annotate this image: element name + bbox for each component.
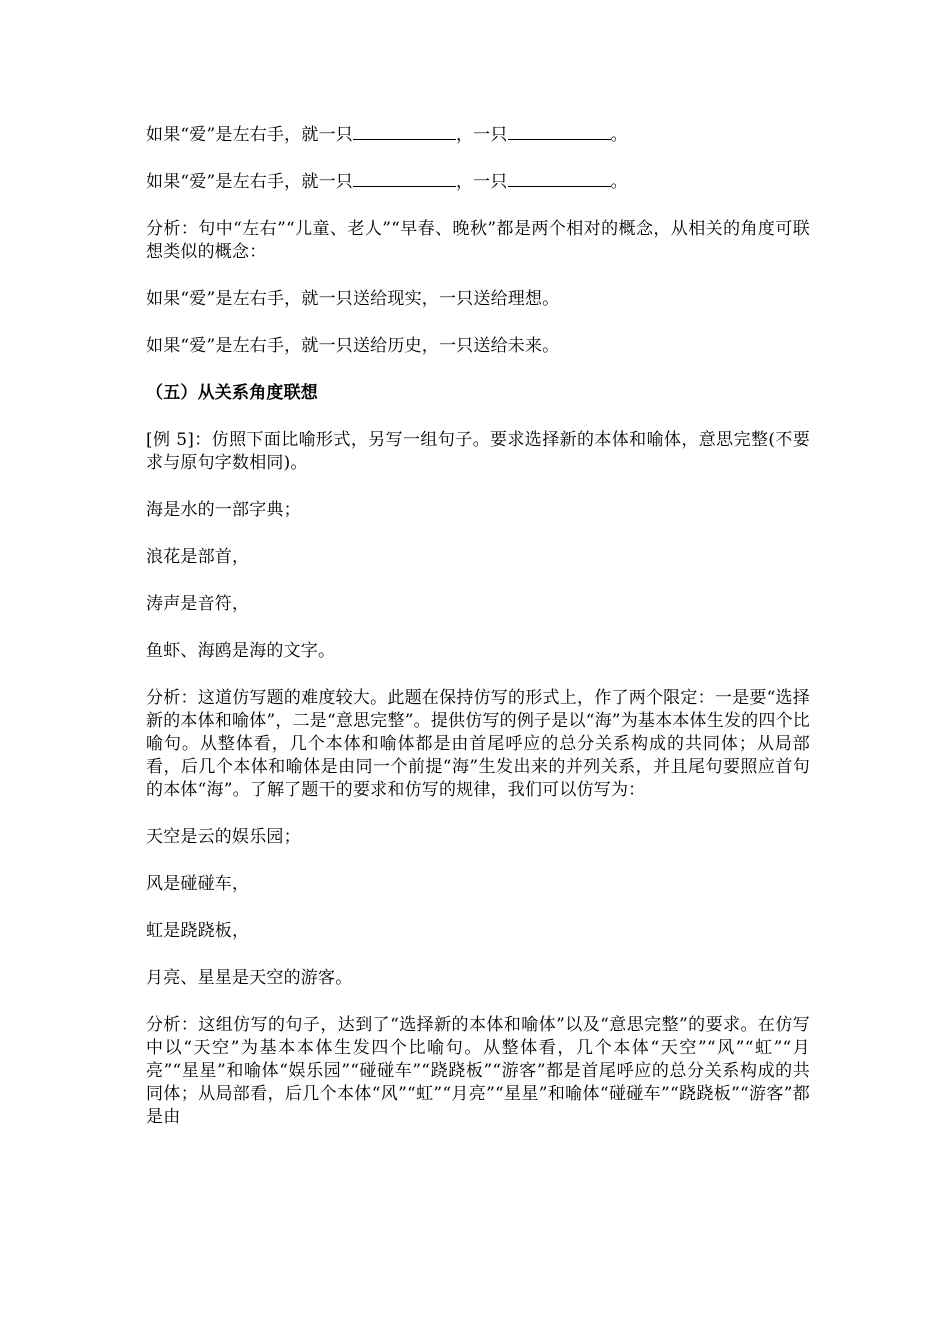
analysis-paragraph-1: 分析：句中“左右”“儿童、老人”“早春、晚秋”都是两个相对的概念，从相关的角度可联想类似的概念： xyxy=(146,219,810,262)
example-5-prompt: [例 5]：仿照下面比喻形式，另写一组句子。要求选择新的本体和喻体，意思完整(不要求与原句字数相同)。 xyxy=(146,430,810,473)
blank-line xyxy=(508,185,611,187)
poem-line: 海是水的一部字典； xyxy=(146,500,301,520)
poem-line: 涛声是音符， xyxy=(146,594,250,614)
fill-blank-line-1 xyxy=(146,124,810,147)
analysis-paragraph-3: 分析：这组仿写的句子，达到了“选择新的本体和喻体”以及“意思完整”的要求。在仿写中以“天空”为基本本体生发四个比喻句。从整体看，几个本体“天空”“风”“虹”“月亮”“星星”和喻体“娱乐园”“碰碰车”“跷跷板”“游客”都是首尾呼应的总分关系构成的共同体；从局部看，后几个本体“风”“虹”“月亮”“星星”和喻体“碰碰车”“跷跷板”“游客”都是由 xyxy=(146,1015,810,1127)
fill-line-text: ，一只 xyxy=(455,172,508,192)
fill-line-text: ，一只 xyxy=(455,125,508,145)
blank-line xyxy=(353,138,456,140)
analysis-paragraph-2: 分析：这道仿写题的难度较大。此题在保持仿写的形式上，作了两个限定：一是要“选择新的本体和喻体”，二是“意思完整”。提供仿写的例子是以“海”为基本本体生发的四个比喻句。从整体看，几个本体和喻体都是由首尾呼应的总分关系构成的共同体；从局部看，后几个本体和喻体是由同一个前提“海”生发出来的并列关系，并且尾句要照应首句的本体“海”。了解了题干的要求和仿写的规律，我们可以仿写为： xyxy=(146,688,810,800)
poem-line: 月亮、星星是天空的游客。 xyxy=(146,968,353,988)
section-heading: （五）从关系角度联想 xyxy=(146,383,318,403)
poem-line: 天空是云的娱乐园； xyxy=(146,827,301,847)
fill-line-text: 如果“爱”是左右手，就一只 xyxy=(146,125,353,145)
blank-line xyxy=(508,138,611,140)
document-page xyxy=(146,124,810,1129)
answer-line-2: 如果“爱”是左右手，就一只送给历史，一只送给未来。 xyxy=(146,336,560,356)
fill-line-text: 如果“爱”是左右手，就一只 xyxy=(146,172,353,192)
poem-line: 虹是跷跷板， xyxy=(146,921,250,941)
blank-line xyxy=(353,185,456,187)
answer-line-1: 如果“爱”是左右手，就一只送给现实，一只送给理想。 xyxy=(146,289,560,309)
poem-line: 风是碰碰车， xyxy=(146,874,250,894)
fill-line-text: 。 xyxy=(610,125,628,145)
fill-line-text: 。 xyxy=(610,172,628,192)
poem-line: 鱼虾、海鸥是海的文字。 xyxy=(146,641,336,661)
poem-line: 浪花是部首， xyxy=(146,547,250,567)
fill-blank-line-2 xyxy=(146,171,810,194)
